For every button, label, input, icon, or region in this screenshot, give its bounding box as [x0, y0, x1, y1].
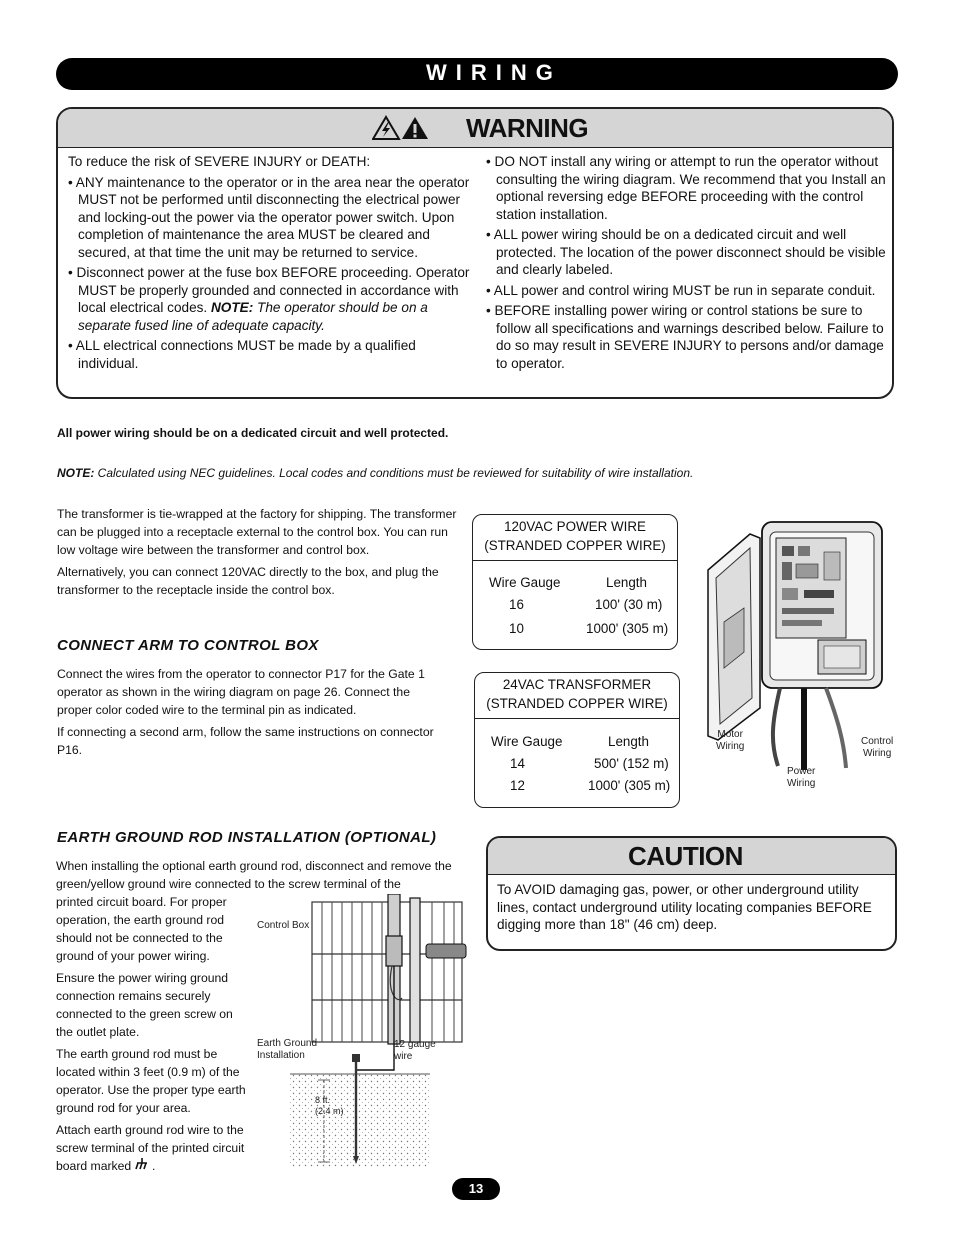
wire-gauge-label-line-2: wire — [394, 1051, 413, 1062]
section-title: WIRING — [426, 60, 562, 85]
ground-symbol-icon — [135, 1158, 149, 1170]
warning-column-left — [68, 153, 473, 375]
rod-depth-label-line-2: (2.4 m) — [315, 1106, 344, 1116]
earth-ground-paragraph-3: The earth ground rod must be located within 3 feet (0.9 m) of the operator. Use the proper type earth ground rod for your area. — [56, 1047, 246, 1115]
ground-rod-illustration — [286, 894, 468, 1169]
power-wiring-label — [787, 766, 815, 790]
caution-title: CAUTION — [628, 841, 743, 871]
power-wire-subtitle: (STRANDED COPPER WIRE) — [484, 538, 666, 553]
earth-ground-heading: EARTH GROUND ROD INSTALLATION (OPTIONAL) — [57, 829, 437, 846]
note-text: The operator should be on a separate fused line of adequate capacity. — [78, 300, 428, 333]
warning-bullet-conduit: • ALL power and control wiring MUST be run in separate conduit. — [486, 282, 876, 298]
connect-arm-paragraph-1: Connect the wires from the operator to connector P17 for the Gate 1 operator as shown in the wiring diagram on page 26. Connect the proper color coded wire to the terminal pin as indicated. — [57, 667, 425, 717]
connect-arm-paragraph-2: If connecting a second arm, follow the same instructions on connector P16. — [57, 725, 434, 757]
earth-ground-section — [56, 893, 250, 1179]
table-cell-length: 500' (152 m) — [594, 756, 669, 771]
table-cell-length: 1000' (305 m) — [588, 778, 671, 793]
power-wire-table-header — [473, 515, 677, 561]
control-box-label: Control Box — [257, 920, 310, 931]
earth-ground-label-line-2: Installation — [257, 1050, 305, 1061]
earth-ground-paragraph-1: printed circuit board. For proper operation, the earth ground rod should not be connected to the ground of your power wiring. — [56, 895, 227, 963]
caution-header — [488, 838, 895, 875]
warning-intro: To reduce the risk of SEVERE INJURY or DEATH: — [68, 154, 371, 169]
power-label-line-1: Power — [787, 766, 816, 777]
earth-ground-label — [257, 1038, 317, 1062]
table-cell-length: 1000' (305 m) — [586, 621, 669, 636]
transformer-wire-subtitle: (STRANDED COPPER WIRE) — [486, 696, 668, 711]
warning-box — [56, 107, 894, 399]
earth-ground-intro: When installing the optional earth ground rod, disconnect and remove the green/yellow ground wire connected to the screw terminal of the — [56, 859, 452, 891]
power-wire-title: 120VAC POWER WIRE — [504, 519, 646, 534]
caution-box — [486, 836, 897, 951]
warning-title: WARNING — [466, 113, 589, 143]
earth-ground-paragraph-2: Ensure the power wiring ground connection remains securely connected to the green screw on the outlet plate. — [56, 971, 233, 1039]
transformer-wire-table — [474, 672, 680, 808]
warning-icon — [372, 115, 460, 141]
column-header-gauge: Wire Gauge — [491, 734, 563, 749]
transformer-wire-table-header — [475, 673, 679, 719]
table-cell-gauge: 10 — [509, 621, 524, 636]
caution-text: To AVOID damaging gas, power, or other underground utility lines, contact underground utility locating companies BEFORE digging more than 18" (46 cm) deep. — [497, 882, 872, 932]
nec-note — [57, 466, 693, 480]
warning-column-right — [486, 153, 886, 375]
column-header-gauge: Wire Gauge — [489, 575, 561, 590]
page-number: 13 — [452, 1178, 500, 1200]
transformer-paragraph-2: Alternatively, you can connect 120VAC directly to the box, and plug the transformer to the receptacle inside the control box. — [57, 565, 439, 597]
table-cell-length: 100' (30 m) — [595, 597, 663, 612]
control-label-line-1: Control — [861, 736, 894, 747]
dedicated-circuit-note: All power wiring should be on a dedicated circuit and well protected. — [57, 426, 449, 440]
table-cell-gauge: 12 — [510, 778, 525, 793]
control-label-line-2: Wiring — [862, 748, 892, 759]
column-header-length: Length — [606, 575, 647, 590]
rod-depth-label-line-1: 8 ft. — [315, 1095, 331, 1105]
transformer-paragraph-1: The transformer is tie-wrapped at the factory for shipping. The transformer can be plugged into a receptacle external to the control box. You can run low voltage wire between the transformer and control box. — [57, 507, 457, 557]
power-label-line-2: Wiring — [787, 778, 816, 789]
note-label: NOTE: — [210, 300, 254, 315]
control-wiring-label — [861, 736, 893, 760]
column-header-length: Length — [608, 734, 649, 749]
transformer-section — [57, 505, 462, 603]
earth-ground-paragraph-4-end: . — [151, 1159, 156, 1173]
connect-arm-heading: CONNECT ARM TO CONTROL BOX — [57, 637, 319, 654]
earth-ground-paragraph-4-text: Attach earth ground rod wire to the screw terminal of the printed circuit board marked — [56, 1123, 245, 1173]
warning-bullet-specifications: • BEFORE installing power wiring or control stations be sure to follow all specifications and warnings described below. Failure to do so may result in SEVERE INJURY to persons and/or damage to operator. — [486, 303, 884, 371]
motor-wiring-label — [716, 729, 744, 753]
table-cell-gauge: 16 — [509, 597, 524, 612]
warning-header — [58, 109, 892, 148]
wire-gauge-label-line-1: 12 gauge — [394, 1039, 436, 1050]
nec-note-text: Calculated using NEC guidelines. Local codes and conditions must be reviewed for suitability of wire installation. — [94, 466, 694, 480]
power-wire-table — [472, 514, 678, 650]
warning-bullet-diagram: • DO NOT install any wiring or attempt to run the operator without consulting the wiring diagram. We recommend that you Install an optional reversing edge BEFORE proceeding with the control station installation. — [486, 154, 886, 222]
connect-arm-section — [57, 665, 447, 763]
warning-bullet-disconnect-text: • Disconnect power at the fuse box BEFORE proceeding. Operator MUST be properly grounded and connected in accordance with local electrical codes. — [68, 265, 470, 315]
warning-bullet-maintenance: • ANY maintenance to the operator or in the area near the operator MUST not be performed until disconnecting the electrical power and locking-out the power via the operator power switch. Upon completion of maintenance the area MUST be cleared and secured, at that time the unit may be returned to service. — [68, 174, 470, 260]
transformer-wire-title: 24VAC TRANSFORMER — [502, 677, 652, 692]
earth-ground-label-line-1: Earth Ground — [257, 1038, 318, 1049]
warning-bullet-qualified: • ALL electrical connections MUST be made by a qualified individual. — [68, 338, 416, 371]
warning-bullet-dedicated: • ALL power wiring should be on a dedicated circuit and well protected. The location of the power disconnect should be visible and clearly labeled. — [486, 227, 886, 277]
table-cell-gauge: 14 — [510, 756, 525, 771]
rod-depth-label — [315, 1095, 344, 1117]
earth-ground-paragraph-4 — [56, 1121, 250, 1175]
nec-note-label: NOTE: — [57, 466, 95, 480]
warning-bullet-disconnect — [68, 264, 473, 334]
motor-label-line-1: Motor — [717, 729, 743, 740]
motor-label-line-2: Wiring — [716, 741, 745, 752]
section-header-bar — [56, 58, 898, 90]
wire-gauge-label — [394, 1039, 436, 1063]
